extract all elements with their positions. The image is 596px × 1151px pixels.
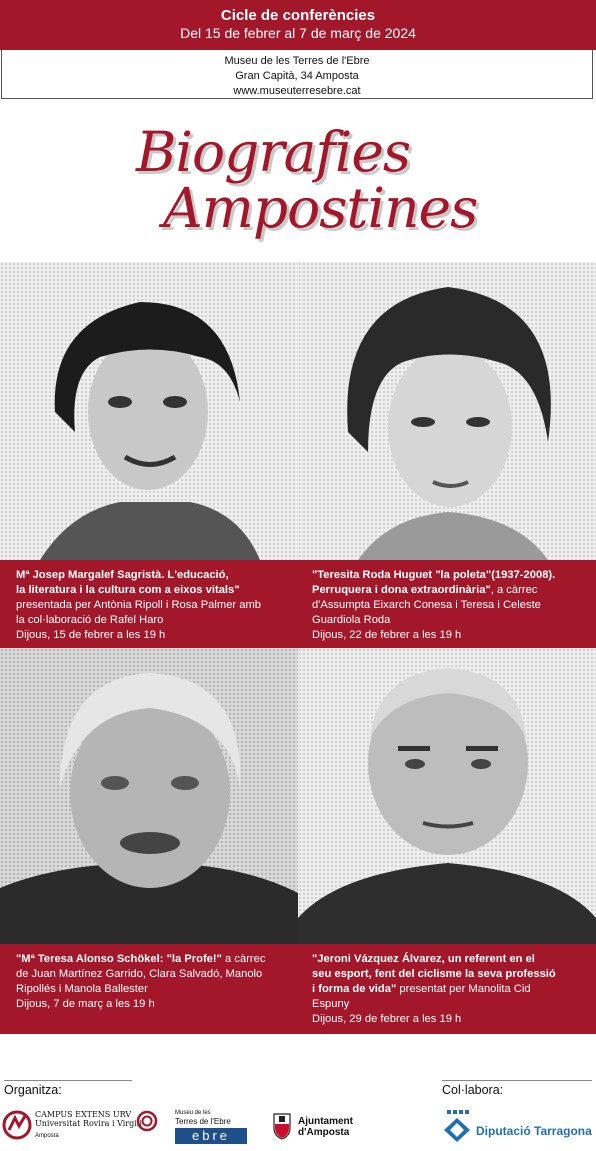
talk-1-title-line2: la literatura i la cultura com a eixos vitals" — [16, 584, 240, 596]
diputacio-emblem-icon — [442, 1110, 472, 1144]
talk-3-presenters: de Juan Martínez Garrido, Clara Salvadó, Manolo — [16, 968, 263, 980]
talk-4-title-line3: i forma de vida" — [312, 983, 397, 995]
venue-name: Museu de les Terres de l'Ebre — [224, 55, 370, 67]
venue-box — [1, 50, 593, 99]
ajuntament-amposta-logo — [272, 1110, 372, 1146]
main-title-line1: Biografies — [136, 120, 411, 184]
talk-3-date: Dijous, 7 de març a les 19 h — [16, 998, 155, 1010]
portrait-photo-2 — [298, 262, 596, 560]
talk-3-title-rest: a càrrec — [221, 953, 266, 965]
urv-university-text: Universitat Rovira i Virgili — [35, 1119, 142, 1128]
talk-4-presenters-cont: Espuny — [312, 998, 350, 1010]
urv-swirl-icon — [136, 1110, 158, 1132]
portrait-photo-3 — [0, 648, 298, 944]
urv-campus-text: CAMPUS EXTENS URV — [35, 1110, 132, 1119]
venue-address: Gran Capità, 34 Amposta — [235, 70, 359, 82]
ajuntament-line2: d'Amposta — [298, 1127, 350, 1138]
organitza-label: Organitza: — [4, 1083, 62, 1097]
talk-4-date: Dijous, 29 de febrer a les 19 h — [312, 1013, 462, 1025]
diputacio-text: Diputació Tarragona — [476, 1124, 592, 1138]
talk-1-title-line1: Mª Josep Margalef Sagristà. L'educació, — [16, 569, 229, 581]
urv-location-text: Amposta — [35, 1133, 59, 1139]
series-dates: Del 15 de febrer al 7 de març de 2024 — [180, 25, 416, 41]
collabora-rule — [442, 1080, 592, 1081]
talk-2-title-line2-rest: , a càrrec — [490, 584, 538, 596]
museu-logo-line2: Terres de l'Ebre — [175, 1117, 231, 1126]
talk-caption-4 — [298, 944, 596, 1034]
amposta-shield-icon — [272, 1112, 292, 1140]
talk-2-presenters: d'Assumpta Eixarch Conesa i Teresa i Celeste — [312, 599, 541, 611]
talk-2-title-line1: "Teresita Roda Huguet "la poleta"(1937-2008). — [312, 569, 556, 581]
organitza-rule — [4, 1080, 132, 1081]
ajuntament-line1: Ajuntament — [298, 1116, 353, 1127]
urv-emblem-icon — [2, 1110, 32, 1140]
talk-1-presenters: presentada per Antònia Ripoll i Rosa Palmer amb — [16, 599, 262, 611]
portrait-photo-4 — [298, 648, 596, 944]
talk-1-collaboration: la col·laboració de Rafel Haro — [16, 614, 164, 626]
talk-caption-2 — [298, 560, 596, 648]
talk-2-date: Dijous, 22 de febrer a les 19 h — [312, 629, 462, 641]
talk-3-presenters-cont: Ripollés i Manola Ballester — [16, 983, 148, 995]
portrait-photo-1 — [0, 262, 298, 560]
talk-1-date: Dijous, 15 de febrer a les 19 h — [16, 629, 166, 641]
main-title-line2: Ampostines — [163, 176, 478, 240]
header-band — [0, 0, 596, 50]
museu-logo-line1: Museu de les — [175, 1110, 211, 1116]
talk-2-title-line2: Perruquera i dona extraordinària" — [312, 584, 491, 596]
talk-4-title-line1: "Jeroni Vázquez Álvarez, un referent en el — [312, 953, 535, 965]
talk-caption-3 — [0, 944, 298, 1034]
diputacio-tarragona-logo — [442, 1108, 594, 1148]
museu-terres-ebre-logo — [175, 1110, 255, 1150]
main-title — [0, 118, 596, 248]
series-title: Cicle de conferències — [220, 7, 376, 24]
talk-4-title-line2: seu esport, fent del ciclisme la seva professió — [312, 968, 556, 980]
talk-3-title: "Mª Teresa Alonso Schökel: "la Profe!" — [16, 953, 222, 965]
talk-caption-1 — [0, 560, 298, 648]
urv-logo — [2, 1108, 162, 1148]
venue-website[interactable]: www.museuterresebre.cat — [233, 85, 361, 97]
museu-logo-mark: ebre — [175, 1128, 247, 1144]
collabora-label: Col·labora: — [442, 1083, 504, 1097]
talk-4-presenters: presentat per Manolita Cid — [396, 983, 531, 995]
talk-2-presenters-cont: Guardiola Roda — [312, 614, 391, 626]
